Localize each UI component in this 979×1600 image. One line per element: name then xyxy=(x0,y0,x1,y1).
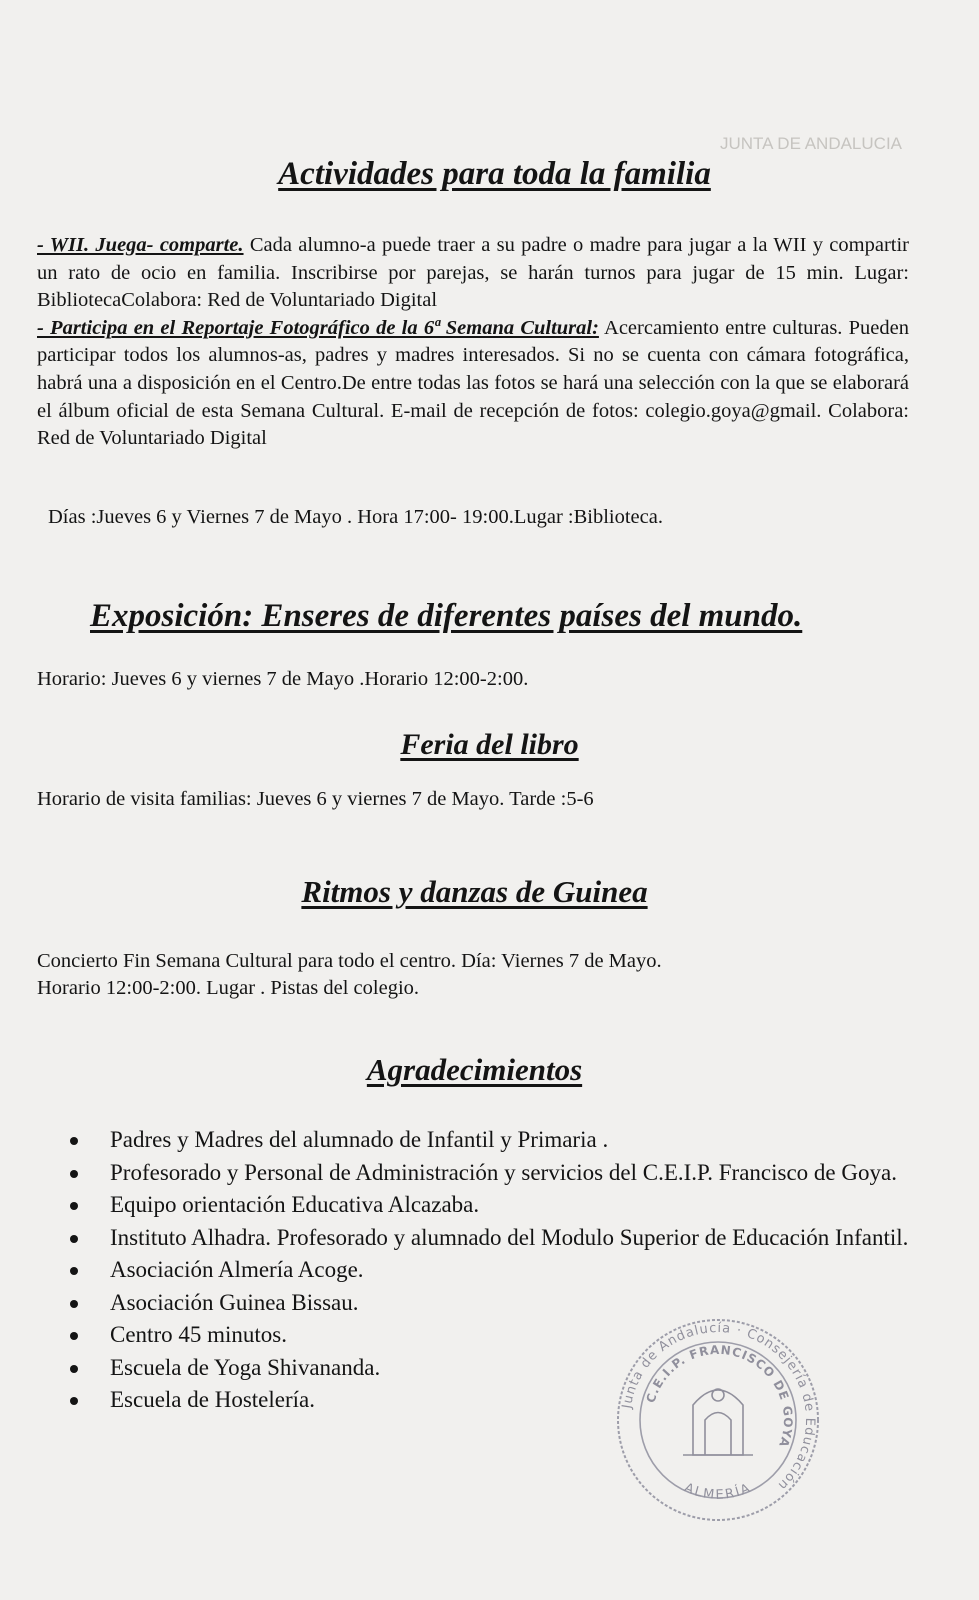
bullet-icon xyxy=(70,1137,78,1145)
stamp-bottom-text: ALMERÍA xyxy=(681,1480,755,1503)
list-item: Asociación Almería Acoge. xyxy=(62,1254,910,1287)
school-stamp xyxy=(613,1315,823,1525)
bullet-icon xyxy=(70,1365,78,1373)
list-item: Profesorado y Personal de Administración y servicios del C.E.I.P. Francisco de Goya. xyxy=(62,1157,910,1190)
bullet-icon xyxy=(70,1397,78,1405)
svg-text:ALMERÍA xyxy=(682,1481,754,1503)
list-item: Equipo orientación Educativa Alcazaba. xyxy=(62,1189,910,1222)
bullet-icon xyxy=(70,1332,78,1340)
stamp-middle-text: C.E.I.P. FRANCISCO DE GOYA xyxy=(643,1342,796,1450)
actividades-body xyxy=(37,232,909,453)
ritmos-line-1: Concierto Fin Semana Cultural para todo el centro. Día: Viernes 7 de Mayo. xyxy=(37,950,662,972)
actividades-schedule: Días :Jueves 6 y Viernes 7 de Mayo . Hora 17:00- 19:00.Lugar :Biblioteca. xyxy=(48,506,663,528)
section-title-feria: Feria del libro xyxy=(400,728,579,761)
bullet-icon xyxy=(70,1235,78,1243)
stamp-outer-text: Junta de Andalucía · Consejería de Educación xyxy=(619,1320,818,1494)
section-title-agradecimientos: Agradecimientos xyxy=(366,1052,583,1087)
bleed-through-text: JUNTA DE ANDALUCIA xyxy=(720,134,903,153)
list-item: Escuela de Yoga Shivananda. xyxy=(62,1352,910,1385)
list-item: Padres y Madres del alumnado de Infantil y Primaria . xyxy=(62,1124,910,1157)
exposicion-schedule: Horario: Jueves 6 y viernes 7 de Mayo .Horario 12:00-2:00. xyxy=(37,668,529,690)
section-title-exposicion: Exposición: Enseres de diferentes países del mundo. xyxy=(90,598,803,634)
ritmos-line-2: Horario 12:00-2:00. Lugar . Pistas del colegio. xyxy=(37,977,420,999)
reportaje-activity-text: Acercamiento entre culturas. Pueden participar todos los alumnos-as, padres y madres interesados. Si no se cuenta con cámara fotográfica, habrá una a disposición en el Centro.De entre todas las fotos se hará una selección con la que se elaborará el álbum oficial de esta Semana Cultural. E-mail de recepción de fotos: colegio.goya@gmail. Colabora: Red de Voluntariado Digital xyxy=(37,316,909,450)
svg-text:C.E.I.P. FRANCISCO DE GOYA xyxy=(643,1343,795,1450)
list-item: Escuela de Hostelería. xyxy=(62,1384,910,1417)
wii-activity-text: Cada alumno-a puede traer a su padre o madre para jugar a la WII y compartir un rato de ocio en familia. Inscribirse por parejas, se harán turnos para jugar de 15 min. Lugar: BibliotecaColabora: Red de Voluntariado Digital xyxy=(37,234,909,312)
bullet-icon xyxy=(70,1170,78,1178)
bullet-icon xyxy=(70,1267,78,1275)
section-title-actividades: Actividades para toda la familia xyxy=(278,156,711,192)
bullet-icon xyxy=(70,1300,78,1308)
section-title-ritmos: Ritmos y danzas de Guinea xyxy=(301,874,648,909)
wii-activity-label: - WII. Juega- comparte. xyxy=(37,234,244,256)
feria-schedule: Horario de visita familias: Jueves 6 y viernes 7 de Mayo. Tarde :5-6 xyxy=(37,788,594,810)
list-item: Centro 45 minutos. xyxy=(62,1319,910,1352)
list-item: Asociación Guinea Bissau. xyxy=(62,1287,910,1320)
bullet-icon xyxy=(70,1202,78,1210)
stamp-emblem-icon xyxy=(683,1389,753,1455)
reportaje-activity-label: - Participa en el Reportaje Fotográfico de la 6ª Semana Cultural: xyxy=(37,316,599,339)
list-item: Instituto Alhadra. Profesorado y alumnado del Modulo Superior de Educación Infantil. xyxy=(62,1222,910,1255)
